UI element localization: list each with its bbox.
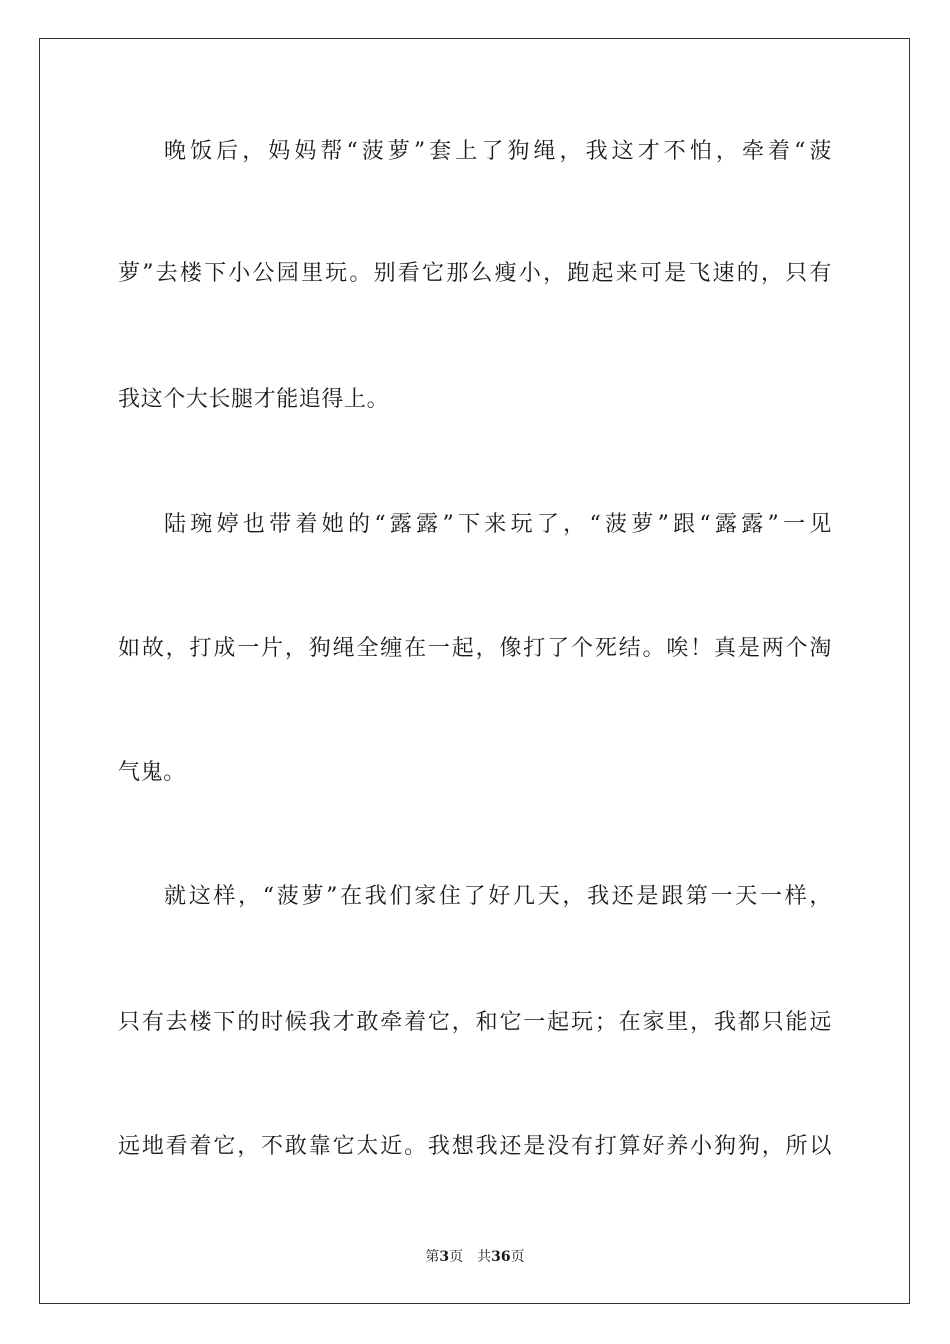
footer-page-suffix: 页 [449, 1249, 464, 1265]
paragraph-2-line-3: 气鬼。 [118, 760, 186, 785]
footer-total-suffix: 页 [510, 1249, 525, 1265]
paragraph-2-line-1: 陆琬婷也带着她的“露露”下来玩了，“菠萝”跟“露露”一见 [164, 512, 832, 537]
footer-page-prefix: 第 [425, 1249, 440, 1265]
footer-total-prefix: 共 [477, 1249, 492, 1265]
paragraph-3-line-1: 就这样，“菠萝”在我们家住了好几天，我还是跟第一天一样， [164, 884, 832, 909]
paragraph-3-line-3: 远地看着它，不敢靠它太近。我想我还是没有打算好养小狗狗，所以 [118, 1134, 832, 1159]
paragraph-1-line-2: 萝”去楼下小公园里玩。别看它那么瘦小，跑起来可是飞速的，只有 [118, 261, 832, 286]
footer-total-pages: 36 [491, 1249, 511, 1265]
page-border [39, 38, 910, 1304]
paragraph-1-line-3: 我这个大长腿才能追得上。 [118, 387, 390, 412]
page-footer [0, 1248, 950, 1266]
paragraph-3-line-2: 只有去楼下的时候我才敢牵着它，和它一起玩；在家里，我都只能远 [118, 1010, 832, 1035]
paragraph-1-line-1: 晚饭后，妈妈帮“菠萝”套上了狗绳，我这才不怕，牵着“菠 [164, 139, 832, 164]
footer-page-number: 3 [439, 1249, 450, 1265]
paragraph-2-line-2: 如故，打成一片，狗绳全缠在一起，像打了个死结。唉！真是两个淘 [118, 636, 832, 661]
